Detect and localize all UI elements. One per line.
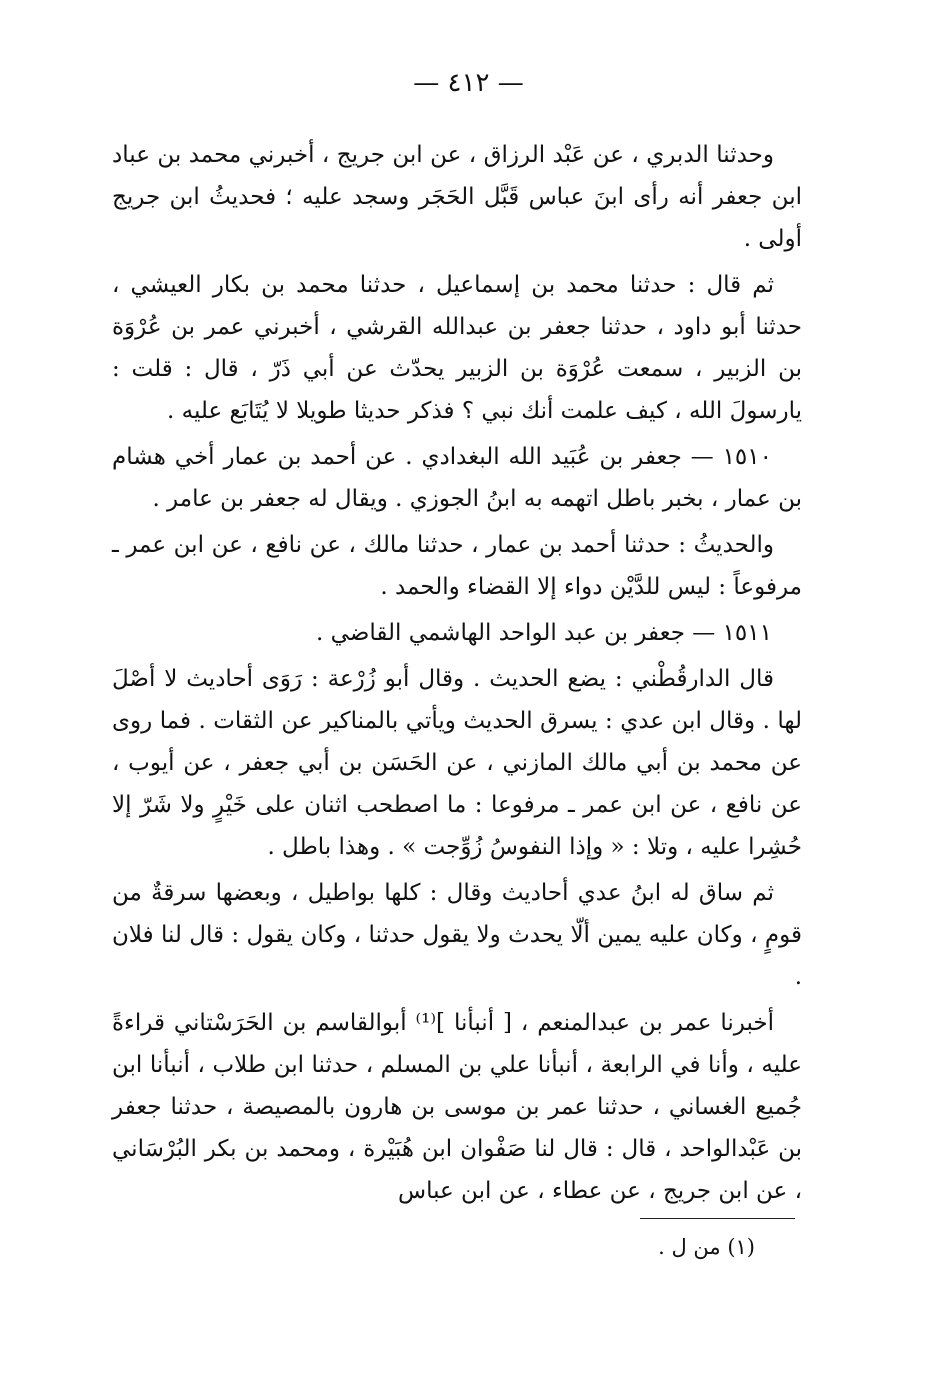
paragraph: والحديثُ : حدثنا أحمد بن عمار ، حدثنا مالك ، عن نافع ، عن ابن عمر ـ مرفوعاً : ليس للدَّيْن دواء إلا القضاء والحمد . xyxy=(112,532,802,600)
paragraph: ثم ساق له ابنُ عدي أحاديث وقال : كلها بواطيل ، وبعضها سرقةٌ من قومٍ ، وكان عليه يمين ألّا يحدث ولا يقول حدثنا ، وكان يقول : قال لنا فلان . xyxy=(112,880,802,990)
footnote: (١) من ل . xyxy=(658,1235,755,1259)
page-number: — ٤١٢ — xyxy=(413,68,524,98)
paragraph: قال الدارقُطْني : يضع الحديث . وقال أبو زُرْعة : رَوَى أحاديث لا أصْلَ لها . وقال ابن عدي : يسرق الحديث ويأتي بالمناكير عن الثقات . فما روى عن محمد بن أبي مالك المازني ، عن الحَسَن بن أبي جعفر ، عن أيوب ، عن نافع ، عن ابن عمر ـ مرفوعا : ما اصطحب اثنان على خَيْرٍ ولا شَرّ إلا حُشِرا عليه ، وتلا : « وإذا النفوسُ زُوِّجت » . وهذا باطل . xyxy=(112,666,802,860)
paragraph: أخبرنا عمر بن عبدالمنعم ، [ أنبأنا ]⁽¹⁾ أبوالقاسم بن الحَرَسْتاني قراءةً عليه ، وأنا في الرابعة ، أنبأنا علي بن المسلم ، حدثنا ابن طلاب ، أنبأنا ابن جُميع الغساني ، حدثنا عمر بن موسى بن هارون بالمصيصة ، حدثنا جعفر بن عَبْدالواحد ، قال : قال لنا صَفْوان ابن هُبَيْرة ، ومحمد بن بكر البُرْسَاني ، عن ابن جريج ، عن عطاء ، عن ابن عباس xyxy=(112,1010,802,1204)
paragraph: ثم قال : حدثنا محمد بن إسماعيل ، حدثنا محمد بن بكار العيشي ، حدثنا أبو داود ، حدثنا جعفر بن عبدالله القرشي ، أخبرني عمر بن عُرْوَة بن الزبير ، سمعت عُرْوَة بن الزبير يحدّث عن أبي ذَرّ ، قال : قلت : يارسولَ الله ، كيف علمت أنك نبي ؟ فذكر حديثا طويلا لا يُتَابَع عليه . xyxy=(112,272,802,424)
body-text xyxy=(112,134,802,1216)
paragraph: وحدثنا الدبري ، عن عَبْد الرزاق ، عن ابن جريج ، أخبرني محمد بن عباد ابن جعفر أنه رأى ابنَ عباس قَبَّل الحَجَر وسجد عليه ؛ فحديثُ ابن جريج أولى . xyxy=(112,142,802,252)
entry-heading: ١٥١٠ — جعفر بن عُبَيد الله البغدادي . عن أحمد بن عمار أخي هشام بن عمار ، بخبر باطل اتهمه به ابنُ الجوزي . ويقال له جعفر بن عامر . xyxy=(112,444,802,512)
entry-heading: ١٥١١ — جعفر بن عبد الواحد الهاشمي القاضي . xyxy=(316,620,772,646)
footnote-divider xyxy=(640,1218,795,1219)
